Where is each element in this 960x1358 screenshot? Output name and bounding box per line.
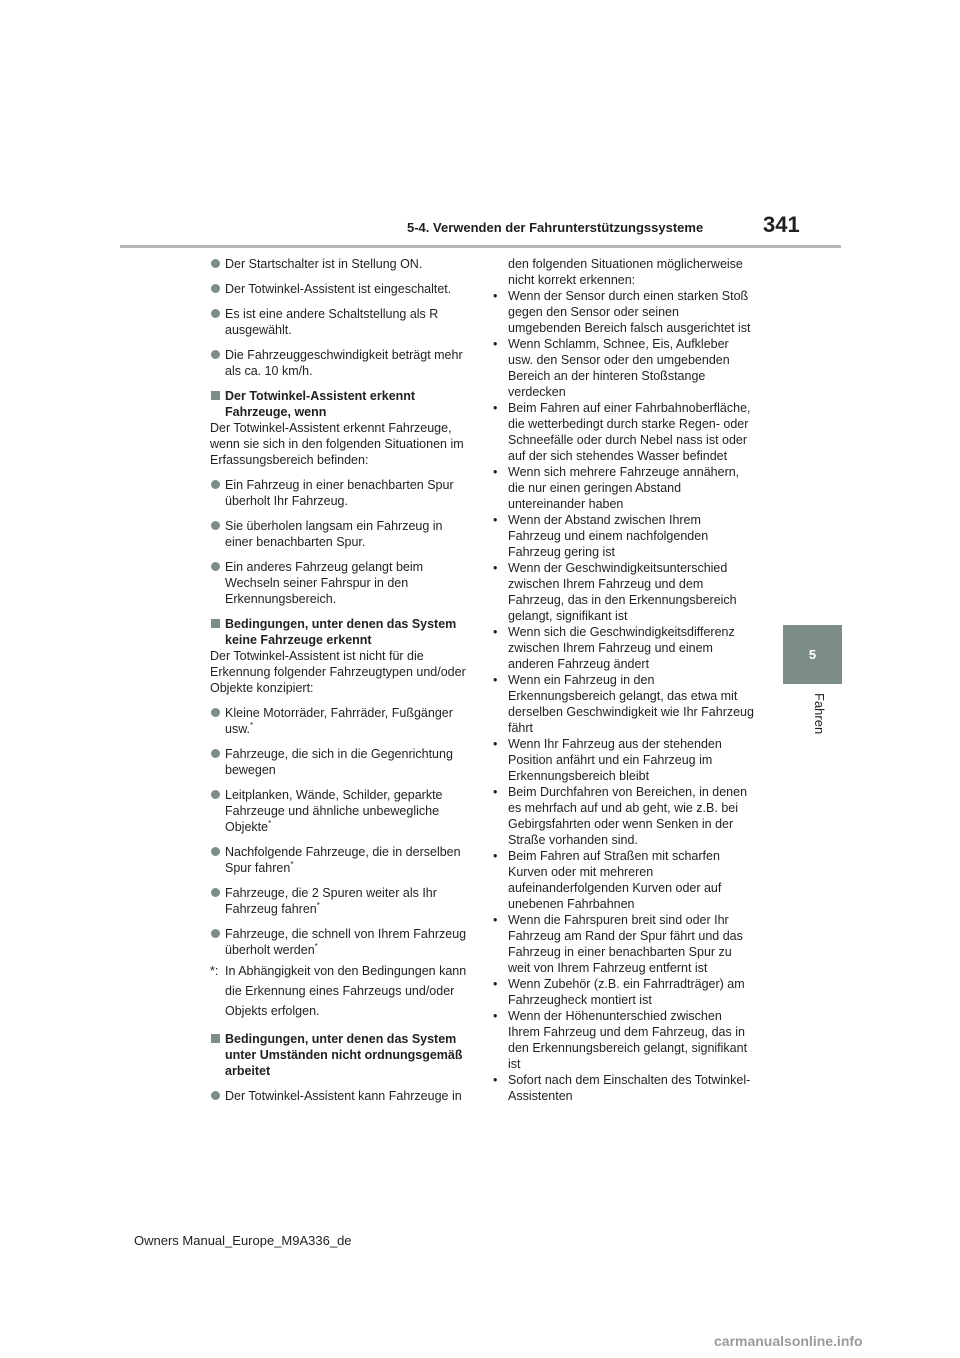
list-item: Der Startschalter ist in Stellung ON. xyxy=(210,256,472,272)
list-item: • Sofort nach dem Einschalten des Totwinkel-Assistenten xyxy=(493,1073,751,1103)
list-item: Die Fahrzeuggeschwindigkeit beträgt mehr als ca. 10 km/h. xyxy=(210,347,472,379)
footnote-mark: *: xyxy=(210,964,219,978)
section-heading: Bedingungen, unter denen das System unter Umständen nicht ordnungsgemäß arbeitet xyxy=(210,1031,472,1079)
list-item: Es ist eine andere Schaltstellung als R ausgewählt. xyxy=(210,306,472,338)
paragraph: Der Totwinkel-Assistent erkennt Fahrzeuge, wenn sie sich in den folgenden Situationen im Erfassungsbereich befinden: xyxy=(210,421,464,467)
bullet-dot-icon xyxy=(211,480,220,489)
section-heading: Bedingungen, unter denen das System keine Fahrzeuge erkennt xyxy=(210,616,472,648)
list-marker: • xyxy=(493,465,498,479)
list-item: • Beim Durchfahren von Bereichen, in denen es mehrfach auf und ab geht, wie z.B. bei Gebirgsfahrten oder wenn Senken in der Straße vorhanden sind. xyxy=(493,785,748,847)
chapter-number: 5 xyxy=(808,647,817,662)
list-item: Der Totwinkel-Assistent kann Fahrzeuge in xyxy=(210,1088,472,1104)
paragraph: Der Totwinkel-Assistent ist nicht für die Erkennung folgender Fahrzeugtypen und/oder Objekte konzipiert: xyxy=(210,649,466,695)
list-item: Der Totwinkel-Assistent ist eingeschaltet. xyxy=(210,281,472,297)
list-item: • Wenn der Sensor durch einen starken Stoß gegen den Sensor oder seinen umgebenden Bereich falsch ausgerichtet ist xyxy=(493,289,751,335)
page-number: 341 xyxy=(763,212,800,237)
list-item: Ein anderes Fahrzeug gelangt beim Wechseln seiner Fahrspur in den Erkennungsbereich. xyxy=(210,559,472,607)
chapter-label: Fahren xyxy=(812,693,827,735)
list-item: Nachfolgende Fahrzeuge, die in derselben Spur fahren* xyxy=(210,844,472,876)
list-item: • Wenn die Fahrspuren breit sind oder Ihr Fahrzeug am Rand der Spur fährt und das Fahrzeug in einer benachbarten Spur zu weit von Ihrem Fahrzeug entfernt ist xyxy=(493,913,743,975)
list-item: • Wenn sich mehrere Fahrzeuge annähern, die nur einen geringen Abstand untereinander haben xyxy=(493,465,740,511)
list-item: • Wenn Schlamm, Schnee, Eis, Aufkleber usw. den Sensor oder den umgebenden Bereich an der hinteren Stoßstange verdecken xyxy=(493,337,730,399)
bullet-dot-icon xyxy=(211,749,220,758)
square-bullet-icon xyxy=(211,1034,220,1043)
list-item: Kleine Motorräder, Fahrräder, Fußgänger usw.* xyxy=(210,705,472,737)
bullet-dot-icon xyxy=(211,309,220,318)
bullet-dot-icon xyxy=(211,790,220,799)
list-item: Fahrzeuge, die schnell von Ihrem Fahrzeug überholt werden* xyxy=(210,926,472,958)
list-marker: • xyxy=(493,977,498,991)
list-item: • Beim Fahren auf einer Fahrbahnoberfläche, die wetterbedingt durch starke Regen- oder Schneefälle oder durch Nebel nass ist oder auf der sich stehendes Wasser befindet xyxy=(493,401,751,463)
list-item: • Wenn der Geschwindigkeitsunterschied zwischen Ihrem Fahrzeug und dem Fahrzeug, das in den Erkennungsbereich gelangt, signifikant ist xyxy=(493,561,737,623)
bullet-dot-icon xyxy=(211,1091,220,1100)
list-marker: • xyxy=(493,337,498,351)
square-bullet-icon xyxy=(211,619,220,628)
footnote-ref: * xyxy=(316,900,320,910)
footnote-ref: * xyxy=(250,720,254,730)
footnote: *: In Abhängigkeit von den Bedingungen kann die Erkennung eines Fahrzeugs und/oder Objekts erfolgen. xyxy=(210,961,472,1021)
list-marker: • xyxy=(493,1009,498,1023)
bullet-dot-icon xyxy=(211,350,220,359)
section-title: 5-4. Verwenden der Fahrunterstützungssysteme xyxy=(407,220,704,235)
situation-list xyxy=(491,288,755,1104)
square-bullet-icon xyxy=(211,391,220,400)
list-item: Fahrzeuge, die 2 Spuren weiter als Ihr Fahrzeug fahren* xyxy=(210,885,472,917)
list-item: • Wenn der Abstand zwischen Ihrem Fahrzeug und einem nachfolgenden Fahrzeug gering ist xyxy=(493,513,709,559)
list-marker: • xyxy=(493,673,498,687)
footnote-ref: * xyxy=(314,941,318,951)
watermark-link[interactable]: carmanualsonline.info xyxy=(714,1333,863,1349)
list-marker: • xyxy=(493,785,498,799)
list-item: Sie überholen langsam ein Fahrzeug in einer benachbarten Spur. xyxy=(210,518,472,550)
list-item: • Wenn Ihr Fahrzeug aus der stehenden Position anfährt und ein Fahrzeug im Erkennungsbereich bleibt xyxy=(493,737,722,783)
list-marker: • xyxy=(493,625,498,639)
list-marker: • xyxy=(493,1073,498,1087)
list-marker: • xyxy=(493,401,498,415)
bullet-dot-icon xyxy=(211,259,220,268)
bullet-dot-icon xyxy=(211,708,220,717)
bullet-dot-icon xyxy=(211,888,220,897)
list-item: • Wenn der Höhenunterschied zwischen Ihrem Fahrzeug und dem Fahrzeug, das in den Erkennungsbereich gelangt, signifikant ist xyxy=(493,1009,748,1071)
bullet-dot-icon xyxy=(211,847,220,856)
chapter-tab[interactable] xyxy=(783,625,842,684)
header-divider xyxy=(120,245,841,248)
footnote-ref: * xyxy=(268,818,272,828)
left-column xyxy=(210,256,472,1113)
bullet-dot-icon xyxy=(211,562,220,571)
bullet-dot-icon xyxy=(211,521,220,530)
paragraph: den folgenden Situationen möglicherweise nicht korrekt erkennen: xyxy=(508,257,743,287)
list-item: Fahrzeuge, die sich in die Gegenrichtung bewegen xyxy=(210,746,472,778)
list-marker: • xyxy=(493,849,498,863)
document-id: Owners Manual_Europe_M9A336_de xyxy=(134,1233,352,1248)
list-marker: • xyxy=(493,561,498,575)
footnote-ref: * xyxy=(290,859,294,869)
right-column xyxy=(491,256,755,1104)
section-heading: Der Totwinkel-Assistent erkennt Fahrzeuge, wenn xyxy=(210,388,472,420)
list-item: • Beim Fahren auf Straßen mit scharfen Kurven oder mit mehreren aufeinanderfolgenden Kurven oder auf unebenen Fahrbahnen xyxy=(493,849,722,911)
list-marker: • xyxy=(493,913,498,927)
list-marker: • xyxy=(493,289,498,303)
list-marker: • xyxy=(493,513,498,527)
list-item: • Wenn Zubehör (z.B. ein Fahrradträger) am Fahrzeugheck montiert ist xyxy=(493,977,745,1007)
list-item: • Wenn ein Fahrzeug in den Erkennungsbereich gelangt, das etwa mit derselben Geschwindigkeit wie Ihr Fahrzeug fährt xyxy=(493,673,754,735)
list-item: Ein Fahrzeug in einer benachbarten Spur überholt Ihr Fahrzeug. xyxy=(210,477,472,509)
list-item: • Wenn sich die Geschwindigkeitsdifferenz zwischen Ihrem Fahrzeug und einem anderen Fahrzeug ändert xyxy=(493,625,735,671)
bullet-dot-icon xyxy=(211,929,220,938)
bullet-dot-icon xyxy=(211,284,220,293)
list-item: Leitplanken, Wände, Schilder, geparkte Fahrzeuge und ähnliche unbewegliche Objekte* xyxy=(210,787,472,835)
list-marker: • xyxy=(493,737,498,751)
